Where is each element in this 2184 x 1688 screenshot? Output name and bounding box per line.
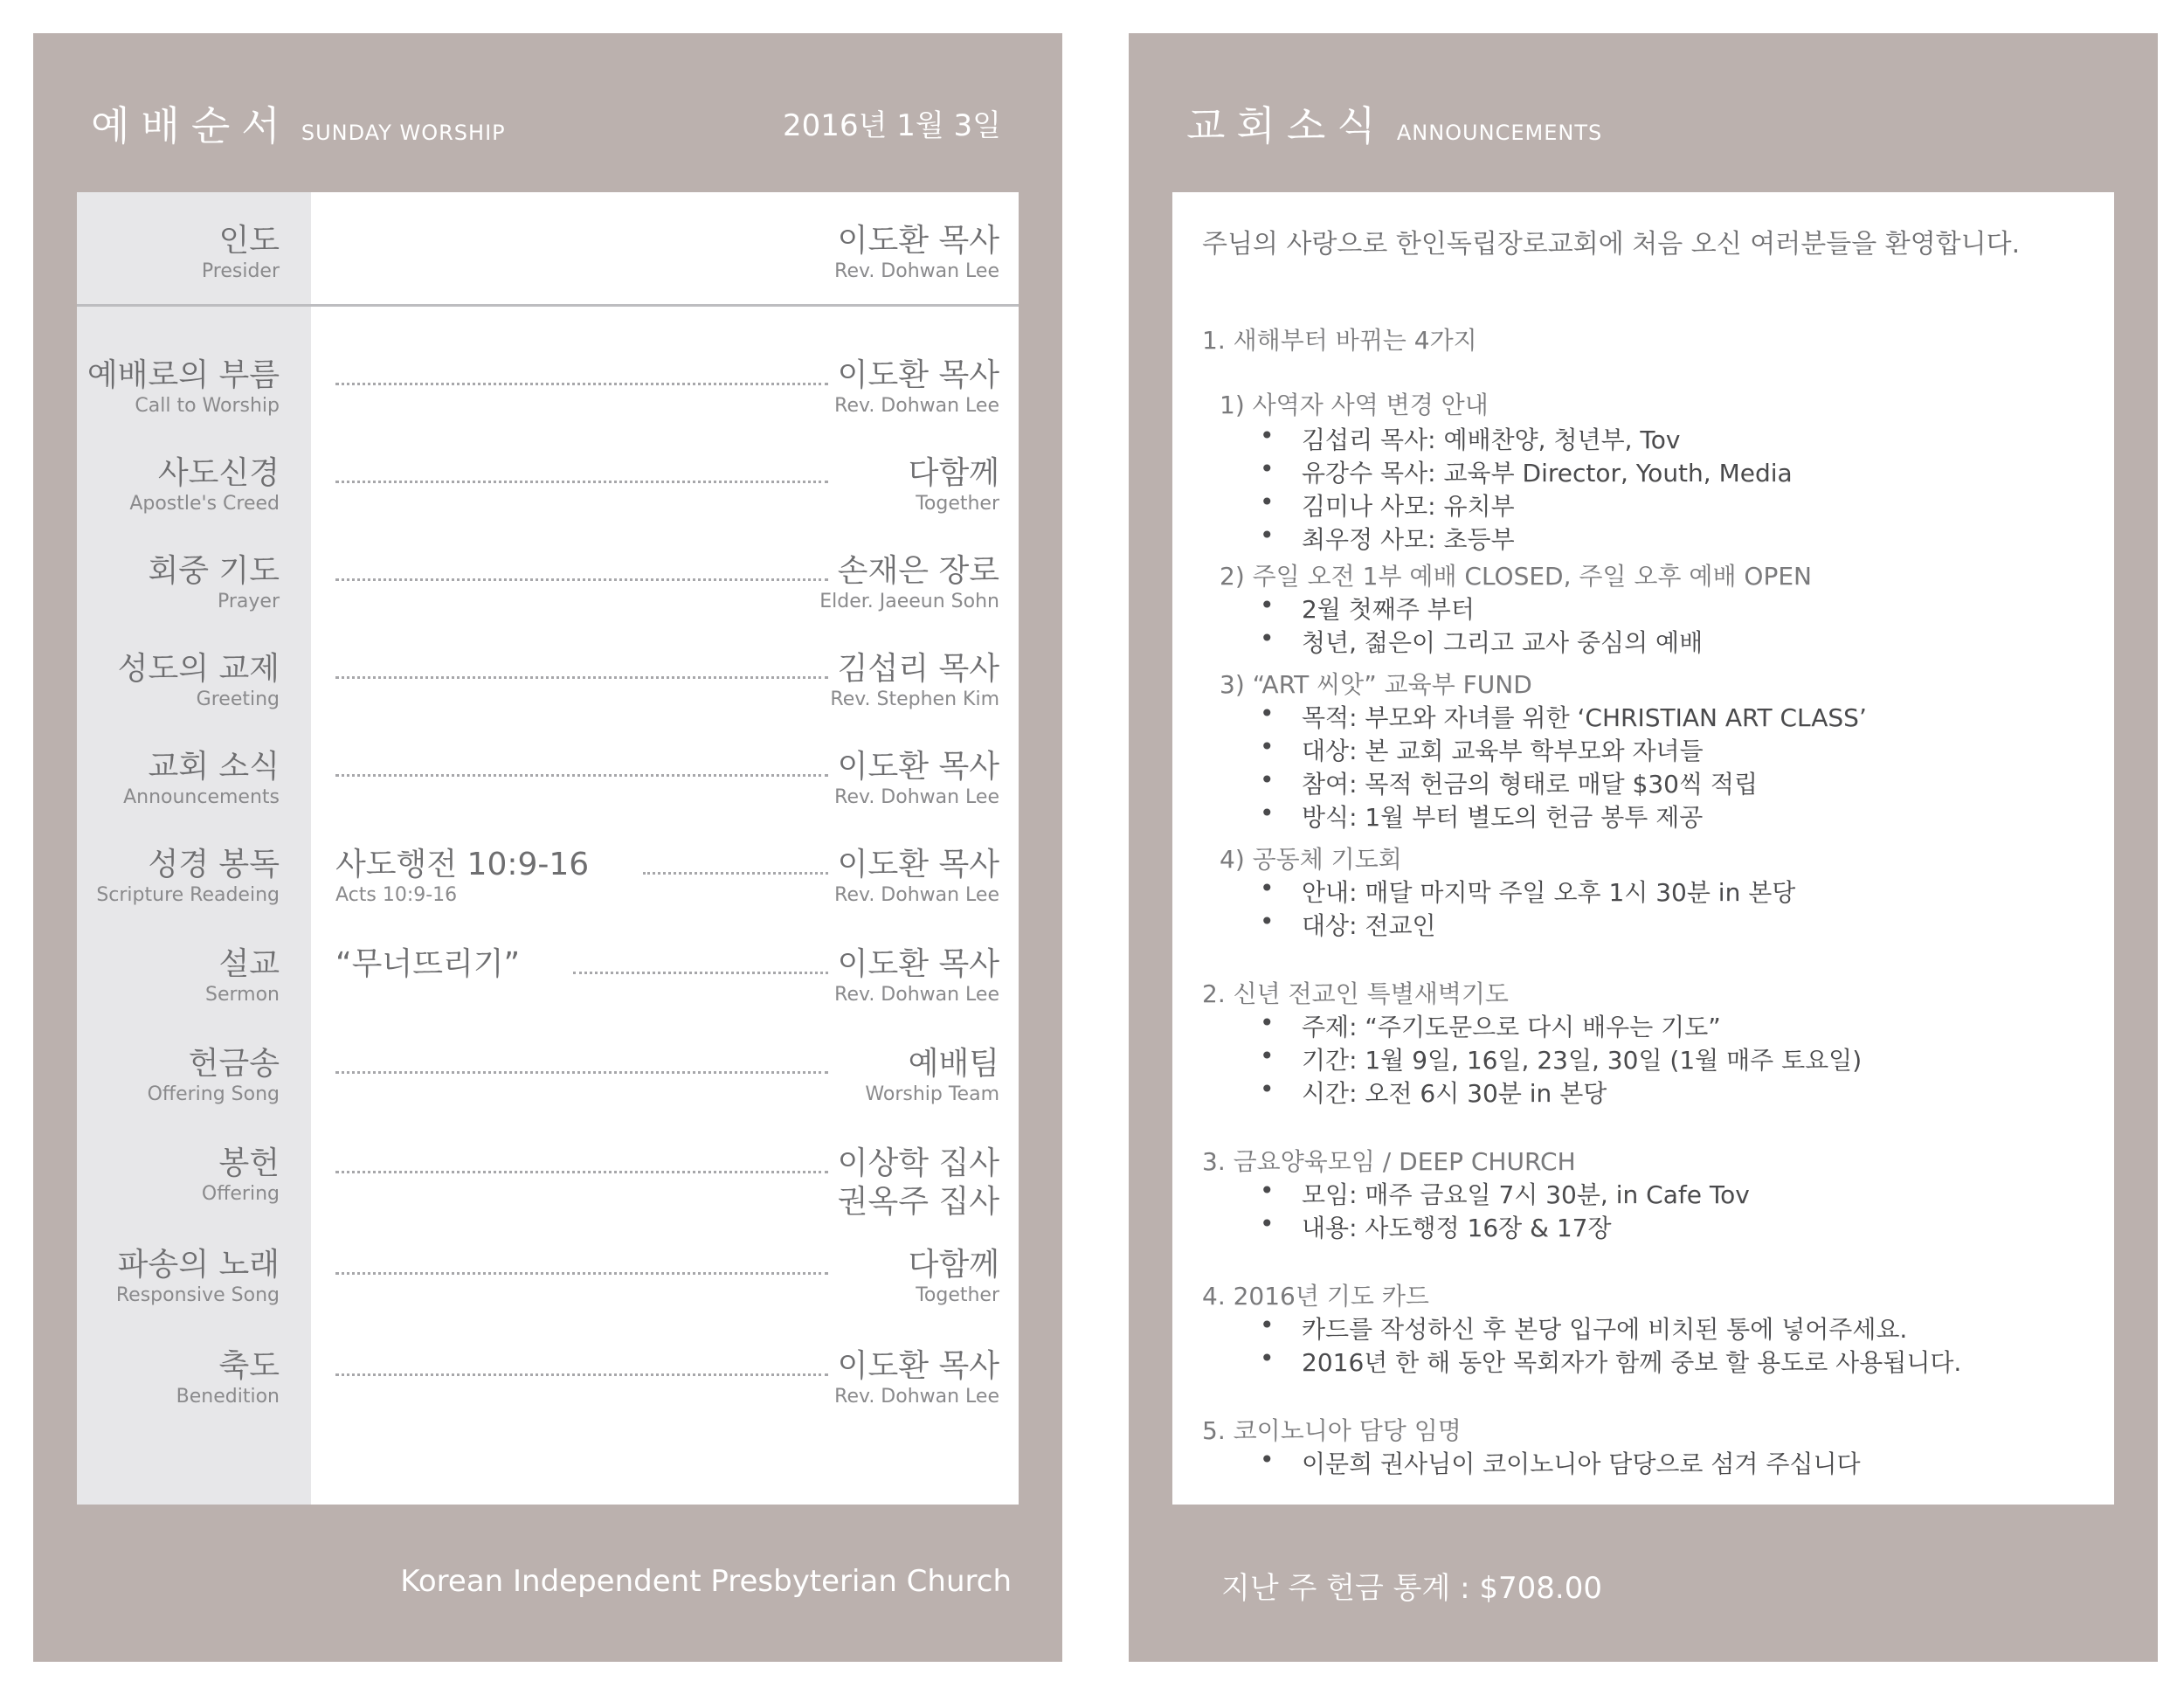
bullet-icon: • <box>1260 1041 1275 1070</box>
announcement-item: 모임: 매주 금요일 7시 30분, in Cafe Tov <box>1302 1180 1750 1209</box>
order-row <box>77 356 1019 435</box>
announcements-title-en: ANNOUNCEMENTS <box>1396 121 1603 145</box>
bullet-icon: • <box>1260 799 1275 827</box>
presider-label-en: Presider <box>201 260 280 282</box>
announcement-item: 청년, 젊은이 그리고 교사 중심의 예배 <box>1302 628 1704 657</box>
announcement-item: 내용: 사도행정 16장 & 17장 <box>1302 1214 1612 1242</box>
announcement-item: 안내: 매달 마지막 주일 오후 1시 30분 in 본당 <box>1302 878 1796 907</box>
order-label-en: Scripture Readeing <box>96 884 280 906</box>
bullet-icon: • <box>1260 1075 1275 1103</box>
order-leader-kr: 이상학 집사 <box>837 1145 999 1181</box>
order-leader-en: Together <box>916 1284 999 1306</box>
announcement-item: 시간: 오전 6시 30분 in 본당 <box>1302 1079 1607 1108</box>
order-leader-kr: 이도환 목사 <box>837 1348 999 1384</box>
order-leader-en: Rev. Dohwan Lee <box>834 984 999 1006</box>
dot-leader <box>573 972 828 974</box>
dot-leader <box>335 578 828 581</box>
order-label-en: Benedition <box>176 1386 280 1408</box>
order-leader-en: Together <box>916 493 999 515</box>
order-leader-en: Elder. Jaeeun Sohn <box>819 591 999 612</box>
order-detail-kr: “무너뜨리기” <box>335 946 521 982</box>
order-leader <box>834 1347 999 1408</box>
dot-leader <box>335 676 828 679</box>
announcement-item: 목적: 부모와 자녀를 위한 ‘CHRISTIAN ART CLASS’ <box>1302 703 1867 732</box>
order-leader-en: Worship Team <box>865 1083 999 1105</box>
order-label <box>148 1045 280 1106</box>
offering-total: 지난 주 헌금 통계 : $708.00 <box>1221 1571 1602 1606</box>
announcement-item: 대상: 전교인 <box>1302 911 1436 940</box>
announcements-title <box>1186 94 1602 152</box>
order-label <box>202 1145 280 1206</box>
announcement-item: 참여: 목적 헌금의 형태로 매달 $30씩 적립 <box>1302 770 1759 799</box>
announcement-item: 김미나 사모: 유치부 <box>1302 492 1515 521</box>
order-label <box>176 1347 280 1408</box>
order-label-en: Announcements <box>123 786 280 808</box>
order-row <box>77 846 1019 924</box>
order-leader <box>830 650 999 711</box>
announcement-item: 방식: 1월 부터 별도의 헌금 봉투 제공 <box>1302 803 1704 832</box>
order-row <box>77 1246 1019 1325</box>
order-label <box>123 748 280 809</box>
order-leader <box>909 1246 999 1307</box>
order-label-kr: 사도신경 <box>157 455 280 491</box>
worship-order-panel <box>33 33 1062 1662</box>
order-leader-kr: 손재은 장로 <box>837 553 999 589</box>
order-leader-en: Rev. Dohwan Lee <box>834 1386 999 1408</box>
order-leader-kr: 예배팀 <box>908 1046 999 1082</box>
order-label-kr: 교회 소식 <box>148 749 280 785</box>
order-leader-en: Rev. Stephen Kim <box>830 688 999 710</box>
bullet-icon: • <box>1260 732 1275 761</box>
order-label-en: Responsive Song <box>115 1284 280 1306</box>
announcement-heading: 5. 코이노니아 담당 임명 <box>1202 1416 1462 1445</box>
bullet-icon: • <box>1260 421 1275 450</box>
announcement-item: 김섭리 목사: 예배찬양, 청년부, Tov <box>1302 425 1681 454</box>
presider-name-kr: 이도환 목사 <box>837 223 999 259</box>
order-detail <box>335 846 589 907</box>
bullet-icon: • <box>1260 591 1275 619</box>
order-label-kr: 성도의 교제 <box>117 651 280 687</box>
order-row <box>77 1045 1019 1124</box>
order-row <box>77 1145 1019 1223</box>
order-label-en: Offering <box>201 1183 280 1205</box>
announcement-subheading: 4) 공동체 기도회 <box>1220 845 1402 874</box>
order-label <box>129 454 280 515</box>
bullet-icon: • <box>1260 874 1275 903</box>
order-row <box>77 1347 1019 1426</box>
announcement-item: 유강수 목사: 교육부 Director, Youth, Media <box>1302 459 1793 488</box>
order-row <box>77 650 1019 729</box>
order-label-kr: 파송의 노래 <box>117 1247 280 1283</box>
order-label-en: Sermon <box>205 984 280 1006</box>
announcement-item: 카드를 작성하신 후 본당 입구에 비치된 통에 넣어주세요. <box>1302 1315 1908 1344</box>
announcement-item: 대상: 본 교회 교육부 학부모와 자녀들 <box>1302 737 1704 765</box>
announcement-heading: 1. 새해부터 바뀌는 4가지 <box>1202 326 1477 355</box>
order-leader <box>865 1045 999 1106</box>
order-row <box>77 552 1019 631</box>
dot-leader <box>335 1171 828 1173</box>
announcement-item: 기간: 1월 9일, 16일, 23일, 30일 (1월 매주 토요일) <box>1302 1046 1863 1075</box>
order-detail <box>335 945 520 984</box>
announcements-card <box>1172 192 2114 1505</box>
worship-card <box>77 192 1019 1505</box>
announcement-heading: 4. 2016년 기도 카드 <box>1202 1282 1429 1311</box>
worship-date: 2016년 1월 3일 <box>783 108 1001 143</box>
order-label-en: Greeting <box>196 688 280 710</box>
announcement-subheading: 3) “ART 씨앗” 교육부 FUND <box>1220 670 1532 699</box>
bullet-icon: • <box>1260 488 1275 516</box>
dot-leader <box>335 1373 828 1376</box>
order-leader-en: 권옥주 집사 <box>837 1184 999 1220</box>
bullet-icon: • <box>1260 1008 1275 1037</box>
announcements-panel <box>1129 33 2158 1662</box>
order-row <box>77 748 1019 827</box>
header-divider <box>77 304 1019 307</box>
order-leader-kr: 이도환 목사 <box>837 847 999 882</box>
worship-title-kr: 예배순서 <box>91 102 292 149</box>
bullet-icon: • <box>1260 1209 1275 1238</box>
order-detail-en: Acts 10:9-16 <box>335 884 458 906</box>
dot-leader <box>335 383 828 385</box>
order-leader <box>838 1145 999 1221</box>
order-label-en: Prayer <box>217 591 280 612</box>
order-row <box>77 454 1019 533</box>
announcements-title-kr: 교회소식 <box>1186 102 1387 149</box>
announcement-item: 주제: “주기도문으로 다시 배우는 기도” <box>1302 1013 1721 1041</box>
dot-leader <box>335 1272 828 1275</box>
church-name: Korean Independent Presbyterian Church <box>400 1564 1012 1599</box>
dot-leader <box>335 774 828 777</box>
order-label-kr: 축도 <box>218 1348 280 1384</box>
order-label <box>96 846 280 907</box>
order-label-kr: 예배로의 부름 <box>86 357 280 393</box>
order-row <box>77 945 1019 1024</box>
order-leader-kr: 김섭리 목사 <box>837 651 999 687</box>
order-label <box>116 1246 280 1307</box>
bullet-icon: • <box>1260 765 1275 794</box>
order-label-kr: 봉헌 <box>218 1145 280 1181</box>
announcement-subheading: 2) 주일 오전 1부 예배 CLOSED, 주일 오후 예배 OPEN <box>1220 562 1812 591</box>
announcement-item: 2016년 한 해 동안 목회자가 함께 중보 할 용도로 사용됩니다. <box>1302 1348 1962 1377</box>
order-label <box>118 650 280 711</box>
order-label <box>87 356 280 418</box>
announcement-item: 2월 첫째주 부터 <box>1302 595 1475 624</box>
order-leader-en: Rev. Dohwan Lee <box>834 884 999 906</box>
order-leader-kr: 다함께 <box>908 1247 999 1283</box>
bullet-icon: • <box>1260 907 1275 936</box>
order-label-en: Offering Song <box>147 1083 280 1105</box>
worship-title-en: SUNDAY WORSHIP <box>301 121 506 145</box>
order-label-kr: 헌금송 <box>188 1046 280 1082</box>
presider-name-en: Rev. Dohwan Lee <box>834 260 999 282</box>
order-label <box>205 945 280 1007</box>
order-label-en: Call to Worship <box>135 395 280 417</box>
bullet-icon: • <box>1260 624 1275 653</box>
order-leader <box>834 356 999 418</box>
bullet-icon: • <box>1260 1311 1275 1339</box>
order-leader <box>834 748 999 809</box>
order-detail-kr: 사도행전 10:9-16 <box>335 847 590 882</box>
welcome-message: 주님의 사랑으로 한인독립장로교회에 처음 오신 여러분들을 환영합니다. <box>1202 229 2021 259</box>
bullet-icon: • <box>1260 1344 1275 1373</box>
order-label-en: Apostle's Creed <box>129 493 280 515</box>
presider-name <box>834 222 999 283</box>
presider-label-kr: 인도 <box>218 223 280 259</box>
order-leader-kr: 이도환 목사 <box>837 946 999 982</box>
dot-leader <box>335 481 828 483</box>
order-label-kr: 설교 <box>218 946 280 982</box>
dot-leader <box>335 1071 828 1074</box>
bullet-icon: • <box>1260 1445 1275 1474</box>
bullet-icon: • <box>1260 1176 1275 1205</box>
order-leader-en: Rev. Dohwan Lee <box>834 786 999 808</box>
order-leader-en: Rev. Dohwan Lee <box>834 395 999 417</box>
order-label-kr: 회중 기도 <box>148 553 280 589</box>
bullet-icon: • <box>1260 454 1275 483</box>
bullet-icon: • <box>1260 699 1275 728</box>
order-leader <box>909 454 999 515</box>
announcement-subheading: 1) 사역자 사역 변경 안내 <box>1220 391 1489 419</box>
order-leader-kr: 이도환 목사 <box>837 749 999 785</box>
order-leader <box>834 945 999 1007</box>
order-leader <box>819 552 999 613</box>
order-label-kr: 성경 봉독 <box>148 847 280 882</box>
order-leader-kr: 이도환 목사 <box>837 357 999 393</box>
announcement-item: 이문희 권사님이 코이노니아 담당으로 섬겨 주십니다 <box>1302 1449 1861 1478</box>
order-leader <box>834 846 999 907</box>
presider-row <box>77 222 1019 301</box>
worship-title <box>91 94 506 152</box>
bullet-icon: • <box>1260 521 1275 550</box>
announcement-heading: 3. 금요양육모임 / DEEP CHURCH <box>1202 1147 1576 1176</box>
order-label <box>148 552 280 613</box>
announcement-heading: 2. 신년 전교인 특별새벽기도 <box>1202 979 1509 1008</box>
dot-leader <box>643 872 828 875</box>
order-leader-kr: 다함께 <box>908 455 999 491</box>
presider-label <box>202 222 280 283</box>
announcement-item: 최우정 사모: 초등부 <box>1302 525 1515 554</box>
